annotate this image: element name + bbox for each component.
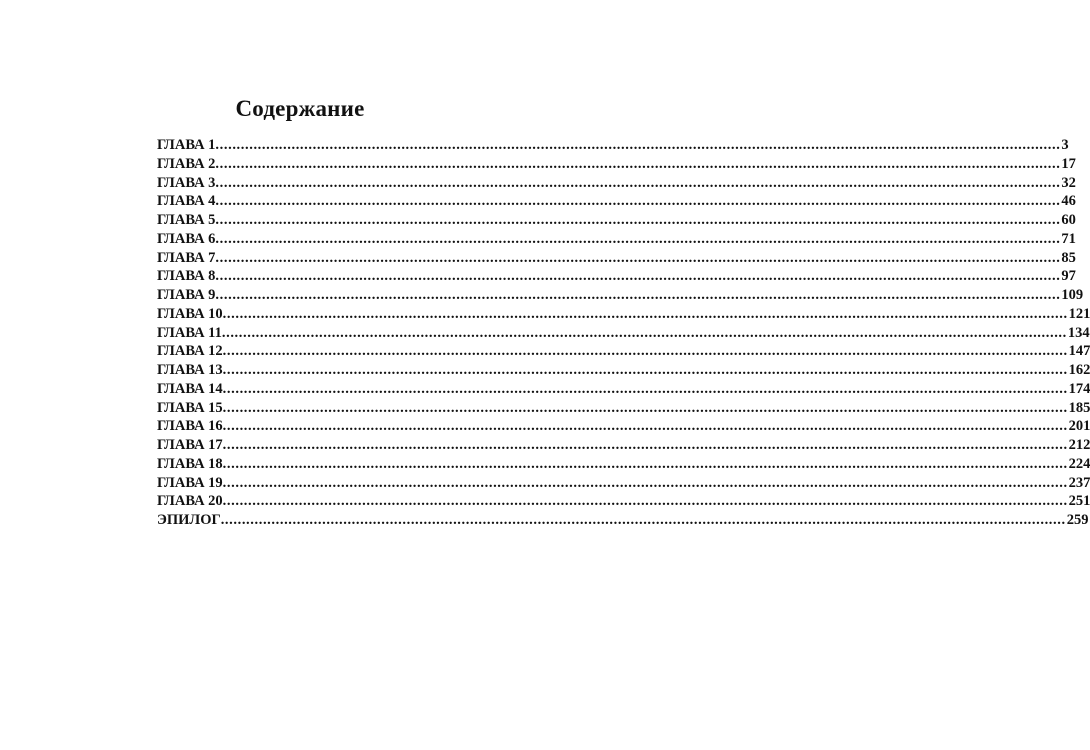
toc-entry-label: ГЛАВА 15: [157, 399, 223, 416]
toc-dot-leader: ........................................................................................................................................................................................................: [222, 474, 1068, 491]
toc-entry-page-number: 60: [1061, 212, 1076, 228]
toc-entry-page-number: 174: [1068, 380, 1090, 397]
toc-entry-label: ГЛАВА 16: [157, 418, 223, 435]
toc-entry-label: ГЛАВА 4: [157, 193, 216, 210]
toc-dot-leader: ........................................................................................................................................................................................................: [215, 174, 1061, 191]
toc-entry-label: ГЛАВА 1: [157, 137, 216, 153]
toc-entry: [157, 192, 1076, 211]
toc-entry-label: ГЛАВА 18: [157, 455, 223, 472]
toc-entry: [157, 399, 1090, 418]
toc-dot-leader: ........................................................................................................................................................................................................: [222, 305, 1068, 322]
toc-entry: [157, 492, 1090, 511]
toc-entry-page-number: 134: [1067, 324, 1090, 341]
toc-entry-page-number: 251: [1068, 493, 1090, 510]
toc-entry: [157, 474, 1090, 493]
toc-entry: [157, 417, 1090, 436]
toc-entry-page-number: 46: [1061, 193, 1076, 210]
toc-entry-page-number: 85: [1061, 249, 1076, 266]
toc-entry-label: ГЛАВА 10: [157, 305, 223, 322]
toc-entry: [157, 436, 1090, 455]
toc-dot-leader: ........................................................................................................................................................................................................: [215, 268, 1061, 285]
toc-dot-leader: ........................................................................................................................................................................................................: [222, 437, 1068, 453]
toc-entry-page-number: 17: [1061, 155, 1076, 172]
toc-entry-page-number: 3: [1061, 137, 1069, 153]
toc-entry-page-number: 109: [1061, 287, 1084, 303]
toc-dot-leader: ........................................................................................................................................................................................................: [215, 230, 1061, 247]
toc-dot-leader: ........................................................................................................................................................................................................: [220, 512, 1066, 528]
toc-entry-label: ГЛАВА 19: [157, 474, 223, 491]
toc-entry-label: ГЛАВА 6: [157, 230, 216, 247]
toc-dot-leader: ........................................................................................................................................................................................................: [222, 343, 1068, 360]
toc-entry: [157, 511, 1089, 530]
toc-dot-leader: ........................................................................................................................................................................................................: [222, 399, 1068, 416]
toc-dot-leader: ........................................................................................................................................................................................................: [215, 155, 1061, 172]
toc-entry-label: ГЛАВА 8: [157, 268, 216, 285]
toc-entry: [157, 155, 1076, 174]
toc-dot-leader: ........................................................................................................................................................................................................: [215, 287, 1061, 303]
toc-entry-label: ЭПИЛОГ: [157, 512, 221, 528]
toc-entry: [157, 211, 1076, 230]
toc-entry-page-number: 32: [1061, 174, 1076, 191]
toc-entry-label: ГЛАВА 11: [157, 324, 222, 341]
toc-entry-label: ГЛАВА 7: [157, 249, 216, 266]
toc-dot-leader: ........................................................................................................................................................................................................: [222, 418, 1068, 435]
toc-entry: [157, 286, 1084, 305]
toc-entry: [157, 342, 1090, 361]
toc-entry-label: ГЛАВА 13: [157, 362, 223, 378]
toc-entry-page-number: 71: [1061, 230, 1076, 247]
toc-entry-page-number: 237: [1068, 474, 1090, 491]
toc-entry-label: ГЛАВА 20: [157, 493, 223, 510]
toc-dot-leader: ........................................................................................................................................................................................................: [215, 193, 1061, 210]
toc-entry: [157, 380, 1090, 399]
toc-entry-label: ГЛАВА 5: [157, 212, 216, 228]
toc-entry-label: ГЛАВА 2: [157, 155, 216, 172]
toc-entry-page-number: 185: [1068, 399, 1090, 416]
toc-dot-leader: ........................................................................................................................................................................................................: [221, 324, 1067, 341]
toc-dot-leader: ........................................................................................................................................................................................................: [222, 493, 1068, 510]
toc-dot-leader: ........................................................................................................................................................................................................: [222, 362, 1068, 378]
toc-entry: [157, 174, 1076, 193]
toc-title: Содержание: [235, 96, 365, 121]
toc-entry-label: ГЛАВА 9: [157, 287, 216, 303]
toc-entry: [157, 305, 1090, 324]
toc-entry-label: ГЛАВА 3: [157, 174, 216, 191]
toc-dot-leader: ........................................................................................................................................................................................................: [215, 137, 1061, 153]
toc-dot-leader: ........................................................................................................................................................................................................: [215, 249, 1061, 266]
toc-entry-page-number: 224: [1068, 455, 1090, 472]
toc-entry-page-number: 259: [1066, 512, 1089, 528]
toc-entry: [157, 230, 1076, 249]
toc-dot-leader: ........................................................................................................................................................................................................: [215, 212, 1061, 228]
table-of-contents: [157, 136, 1090, 530]
toc-entry-page-number: 162: [1068, 362, 1090, 378]
toc-entry-page-number: 97: [1061, 268, 1076, 285]
toc-dot-leader: ........................................................................................................................................................................................................: [222, 455, 1068, 472]
toc-entry: [157, 361, 1090, 380]
toc-entry: [157, 324, 1090, 343]
toc-entry-page-number: 212: [1068, 437, 1090, 453]
toc-entry: [157, 455, 1090, 474]
toc-entry-label: ГЛАВА 12: [157, 343, 223, 360]
toc-entry: [157, 136, 1069, 155]
toc-entry-page-number: 121: [1068, 305, 1090, 322]
toc-entry: [157, 267, 1076, 286]
toc-entry-page-number: 201: [1068, 418, 1090, 435]
toc-entry-page-number: 147: [1068, 343, 1090, 360]
toc-dot-leader: ........................................................................................................................................................................................................: [222, 380, 1068, 397]
toc-entry-label: ГЛАВА 17: [157, 437, 223, 453]
toc-entry-label: ГЛАВА 14: [157, 380, 223, 397]
toc-entry: [157, 249, 1076, 268]
